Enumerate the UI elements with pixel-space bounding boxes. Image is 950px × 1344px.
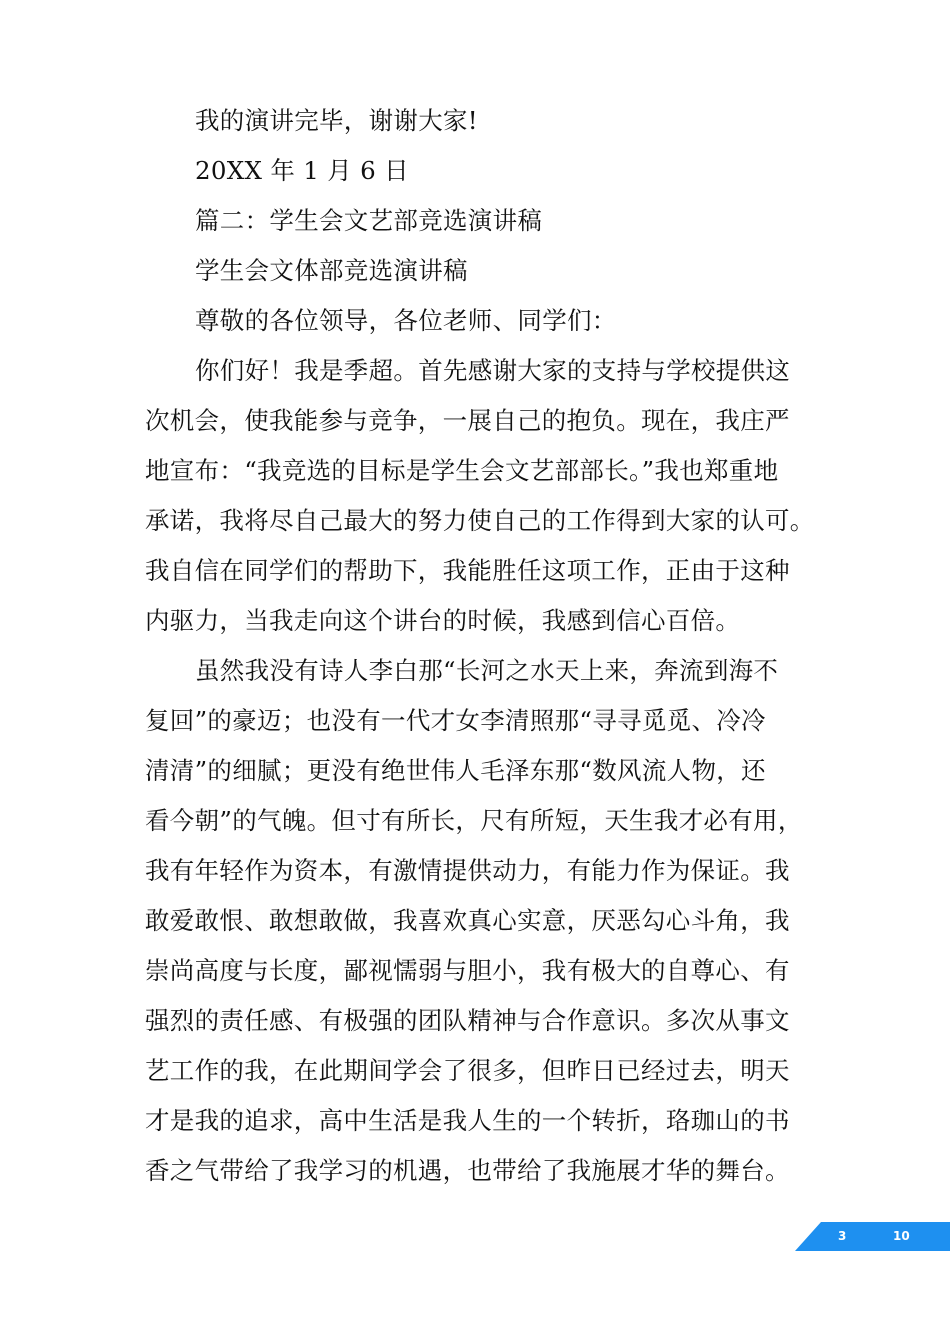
paragraph-line: 复回”的豪迈；也没有一代才女李清照那“寻寻觅觅、冷冷 [145,706,766,735]
section-heading: 篇二：学生会文艺部竞选演讲稿 [195,206,543,235]
current-page-number: 3 [838,1229,847,1243]
paragraph-line: 地宣布：“我竞选的目标是学生会文艺部部长。”我也郑重地 [145,456,779,485]
paragraph-line: 看今朝”的气魄。但寸有所长，尺有所短，天生我才必有用， [145,806,803,835]
speech-title: 学生会文体部竞选演讲稿 [195,256,468,285]
date-line: 20XX 年 1 月 6 日 [195,156,409,185]
paragraph-line: 才是我的追求，高中生活是我人生的一个转折，珞珈山的书 [145,1106,790,1135]
paragraph-line: 次机会，使我能参与竞争，一展自己的抱负。现在，我庄严 [145,406,790,435]
paragraph-line: 崇尚高度与长度，鄙视懦弱与胆小，我有极大的自尊心、有 [145,956,790,985]
paragraph-line: 你们好！我是季超。首先感谢大家的支持与学校提供这 [195,356,791,385]
paragraph-line: 强烈的责任感、有极强的团队精神与合作意识。多次从事文 [145,1006,790,1035]
total-pages-number: 10 [893,1229,910,1243]
paragraph-line: 香之气带给了我学习的机遇，也带给了我施展才华的舞台。 [145,1156,790,1185]
paragraph-line: 我自信在同学们的帮助下，我能胜任这项工作，正由于这种 [145,556,790,585]
paragraph-line: 清清”的细腻；更没有绝世伟人毛泽东那“数风流人物，还 [145,756,766,785]
body-text [145,96,815,1196]
paragraph-line: 内驱力，当我走向这个讲台的时候，我感到信心百倍。 [145,606,741,635]
paragraph-line: 艺工作的我，在此期间学会了很多，但昨日已经过去，明天 [145,1056,790,1085]
salutation: 尊敬的各位领导，各位老师、同学们： [195,306,617,335]
closing-line: 我的演讲完毕，谢谢大家! [195,106,478,135]
paragraph-line: 承诺，我将尽自己最大的努力使自己的工作得到大家的认可。 [145,506,815,535]
paragraph-line: 虽然我没有诗人李白那“长河之水天上来，奔流到海不 [195,656,779,685]
paragraph-line: 敢爱敢恨、敢想敢做，我喜欢真心实意，厌恶勾心斗角，我 [145,906,790,935]
page-footer-bar [795,1222,950,1251]
paragraph-line: 我有年轻作为资本，有激情提供动力，有能力作为保证。我 [145,856,790,885]
